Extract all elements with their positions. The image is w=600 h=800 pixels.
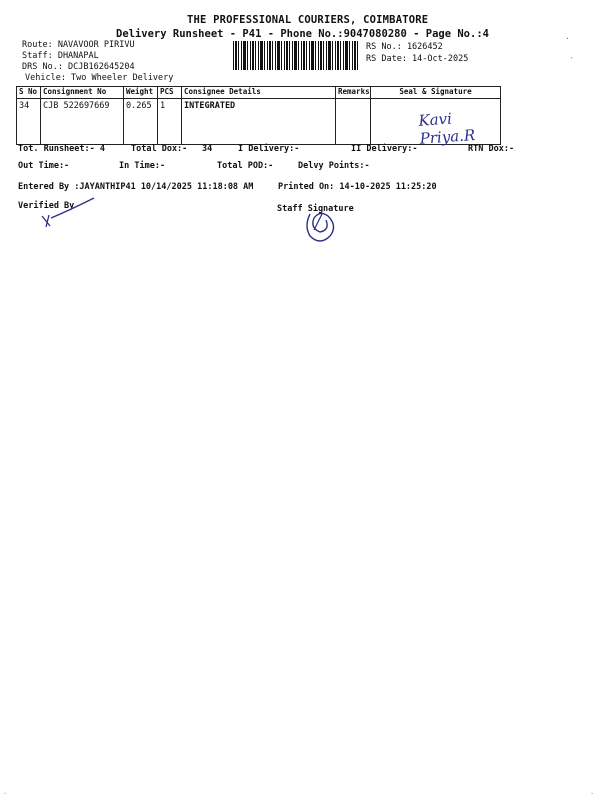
vehicle-text: Vehicle: Two Wheeler Delivery bbox=[25, 73, 174, 83]
barcode bbox=[233, 41, 359, 70]
cell-weight: 0.265 bbox=[124, 99, 158, 145]
total-dox-value: 34 bbox=[202, 144, 213, 154]
col-header-remarks: Remarks bbox=[336, 87, 371, 99]
col-header-sno: S No bbox=[17, 87, 41, 99]
cell-consignee: INTEGRATED bbox=[182, 99, 336, 145]
rs-number: RS No.: 1626452 bbox=[366, 42, 443, 52]
i-delivery: I Delivery:- bbox=[238, 144, 300, 154]
rs-date: RS Date: 14-Oct-2025 bbox=[366, 54, 469, 64]
staff-signature bbox=[300, 206, 344, 246]
runsheet-table bbox=[16, 86, 501, 148]
table-row bbox=[17, 99, 501, 145]
col-header-weight: Weight bbox=[124, 87, 158, 99]
staff-signature-label: Staff Signature bbox=[277, 204, 354, 214]
cell-remarks bbox=[336, 99, 371, 145]
col-header-seal-signature: Seal & Signature bbox=[371, 87, 501, 99]
route-text: Route: NAVAVOOR PIRIVU bbox=[22, 40, 135, 50]
cell-consignment: CJB 522697669 bbox=[41, 99, 124, 145]
printed-on: Printed On: 14-10-2025 11:25:20 bbox=[278, 182, 437, 192]
drs-number: DRS No.: DCJB162645204 bbox=[22, 62, 135, 72]
table-header-row bbox=[17, 87, 501, 99]
out-time: Out Time:- bbox=[18, 161, 70, 171]
scan-speck: · bbox=[565, 34, 570, 43]
ii-delivery: II Delivery:- bbox=[351, 144, 418, 154]
cell-sno: 34 bbox=[17, 99, 41, 145]
total-pod: Total POD:- bbox=[217, 161, 274, 171]
verified-by-label: Verified By bbox=[18, 201, 75, 211]
entered-by: Entered By :JAYANTHIP41 10/14/2025 11:18:08 AM bbox=[18, 182, 254, 192]
verifier-signature bbox=[40, 196, 96, 230]
runsheet-title: Delivery Runsheet - P41 - Phone No.:9047080280 - Page No.:4 bbox=[116, 28, 489, 40]
cell-pcs: 1 bbox=[158, 99, 182, 145]
scan-speck: . bbox=[3, 788, 8, 796]
scan-speck: ˎ bbox=[569, 49, 574, 58]
col-header-consignee: Consignee Details bbox=[182, 87, 336, 99]
tot-runsheet: Tot. Runsheet:- 4 bbox=[18, 144, 105, 154]
total-dox-label: Total Dox:- bbox=[131, 144, 188, 154]
col-header-pcs: PCS bbox=[158, 87, 182, 99]
cell-signature bbox=[371, 99, 501, 148]
scan-speck: . bbox=[590, 788, 595, 796]
rtn-dox: RTN Dox:- bbox=[468, 144, 515, 154]
staff-text: Staff: DHANAPAL bbox=[22, 51, 99, 61]
company-title: THE PROFESSIONAL COURIERS, COIMBATORE bbox=[187, 14, 429, 26]
col-header-consignment: Consignment No bbox=[41, 87, 124, 99]
receiver-signature: Kavi Priya.R bbox=[417, 109, 476, 148]
in-time: In Time:- bbox=[119, 161, 166, 171]
delvy-points: Delvy Points:- bbox=[298, 161, 370, 171]
